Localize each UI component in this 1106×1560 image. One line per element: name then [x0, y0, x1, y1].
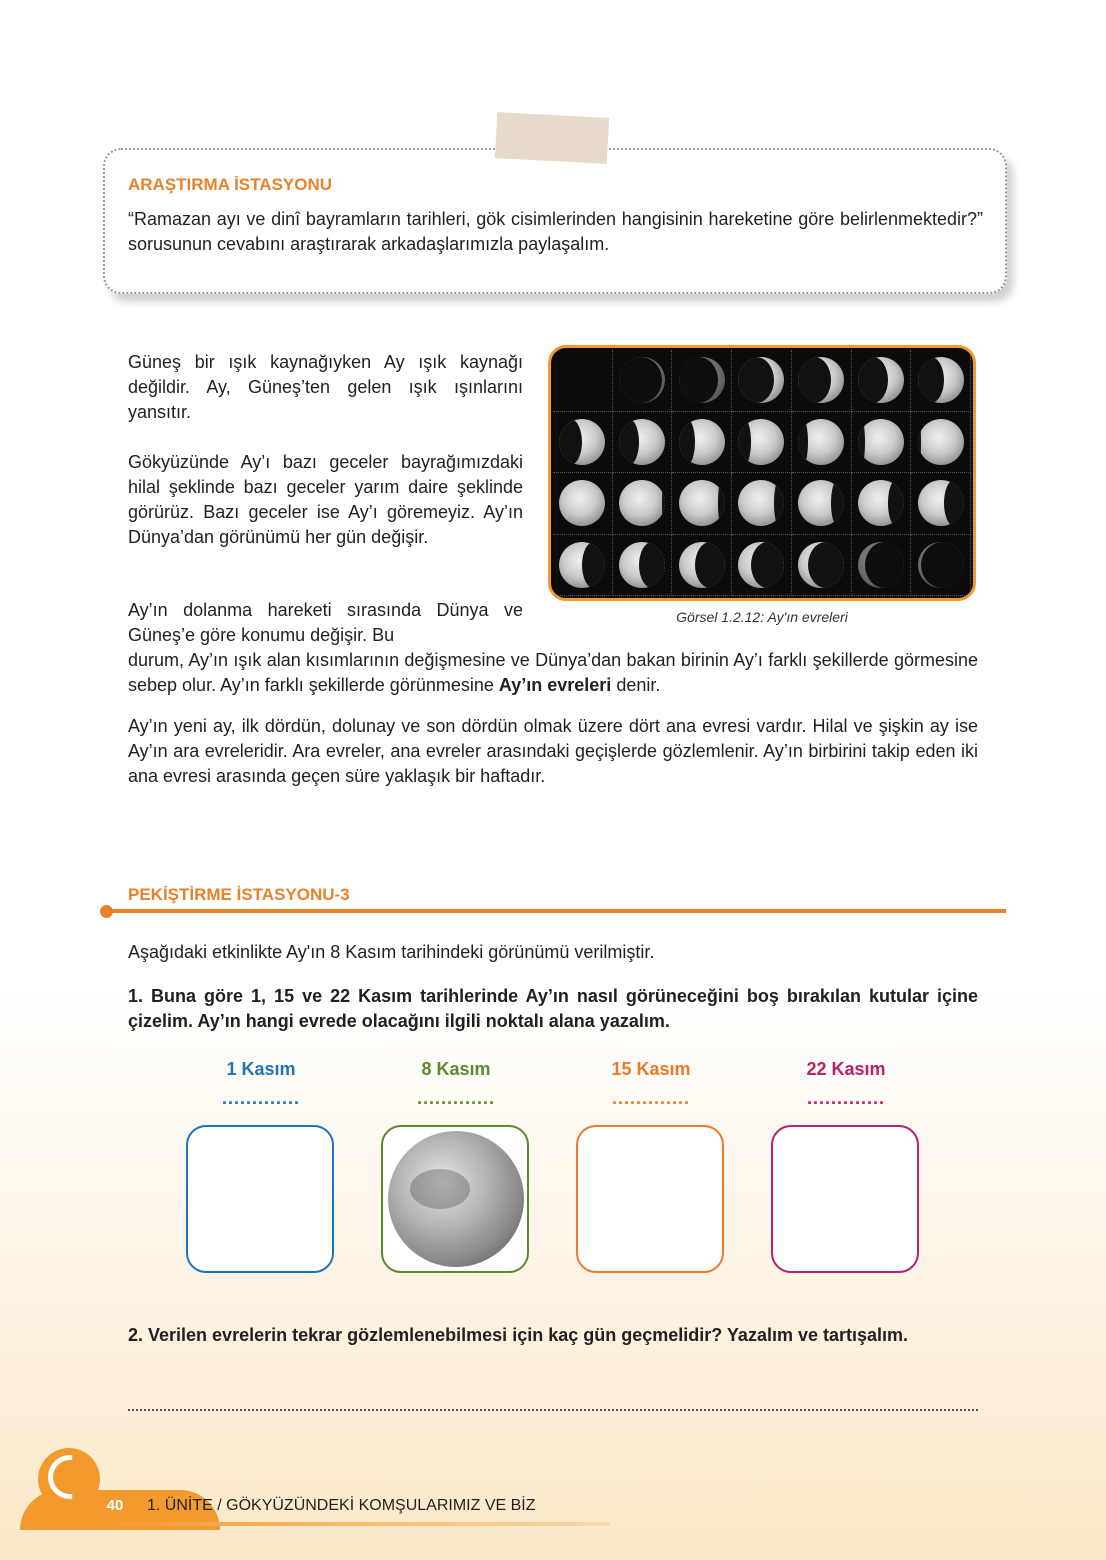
date-label-8: 8 Kasım [421, 1059, 491, 1079]
moon-phase-icon [798, 542, 844, 588]
moon-phase-cell [911, 535, 971, 597]
moon-phase-cell [553, 350, 613, 412]
moon-phase-icon [619, 542, 665, 588]
phase-answer-8[interactable]: ............. [416, 1088, 495, 1108]
paragraph-3-rest: durum, Ay’ın ışık alan kısımlarının değişmesine ve Dünya’dan bakan birinin Ay’ı farklı şekillerde görmesine sebep olur. Ay’ın farklı şekillerde görünmesine Ay’ın evreleri denir. [128, 650, 978, 695]
paragraph-3-start: Ay’ın dolanma hareketi sırasında Dünya ve Güneş’e göre konumu değişir. Bu [128, 600, 523, 645]
moon-phase-icon [798, 480, 844, 526]
exercise-title: PEKİŞTİRME İSTASYONU-3 [128, 885, 350, 904]
moon-phase-cell [613, 350, 673, 412]
moon-phase-icon [918, 480, 964, 526]
answer-line[interactable] [128, 1405, 978, 1411]
moon-phase-icon [738, 542, 784, 588]
moon-phase-cell [732, 350, 792, 412]
moon-phase-icon [619, 419, 665, 465]
moon-phase-icon [559, 480, 605, 526]
paragraph-2: Gökyüzünde Ay’ı bazı geceler bayrağımızdaki hilal şeklinde bazı geceler yarım daire şeklinde görürüz. Bazı geceler ise Ay’ı göremeyiz. Ay’ın Dünya’dan görünümü her gün değişir. [128, 452, 523, 547]
date-label-1: 1 Kasım [226, 1059, 296, 1079]
moon-phase-icon [858, 357, 904, 403]
moon-phase-icon [918, 419, 964, 465]
moon-phase-icon [918, 357, 964, 403]
full-moon-image [388, 1131, 524, 1267]
moon-phase-cell [792, 412, 852, 474]
moon-phase-cell [732, 535, 792, 597]
exercise-intro: Aşağıdaki etkinlikte Ay'ın 8 Kasım tarihindeki görünümü verilmiştir. [128, 942, 655, 962]
moon-phase-cell [911, 473, 971, 535]
moon-phase-grid [553, 350, 971, 596]
moon-phase-cell [852, 473, 912, 535]
moon-phase-icon [738, 480, 784, 526]
moon-phase-cell [792, 535, 852, 597]
paragraph-4: Ay’ın yeni ay, ilk dördün, dolunay ve son dördün olmak üzere dört ana evresi vardır. Hilal ve şişkin ay ise Ay’ın ara evreleridir. Ara evreler, ana evreler arasındaki geçişlerde gözlemlenir. Ay’ın birbirini takip eden iki ana evresi arasında geçen süre yaklaşık bir haftadır. [128, 716, 978, 786]
moon-phase-cell [672, 473, 732, 535]
moon-phase-icon [858, 480, 904, 526]
moon-phase-cell [852, 535, 912, 597]
footer-bar [100, 1522, 610, 1526]
moon-phase-icon [679, 480, 725, 526]
moon-phase-cell [852, 412, 912, 474]
figure-caption: Görsel 1.2.12: Ay'ın evreleri [676, 609, 848, 625]
moon-phase-icon [559, 542, 605, 588]
phase-answer-15[interactable]: ............. [611, 1088, 690, 1108]
moon-phase-cell [553, 535, 613, 597]
moon-phase-cell [672, 535, 732, 597]
divider-dot [100, 905, 113, 918]
moon-phase-cell [911, 350, 971, 412]
moon-phase-cell [613, 412, 673, 474]
moon-phase-icon [679, 542, 725, 588]
research-title: ARAŞTIRMA İSTASYONU [128, 175, 332, 194]
moon-phase-icon [679, 357, 725, 403]
moon-phase-icon [559, 419, 605, 465]
moon-phase-cell [852, 350, 912, 412]
moon-phase-icon [679, 419, 725, 465]
draw-box-15[interactable] [576, 1125, 724, 1273]
moon-phase-cell [553, 412, 613, 474]
moon-phase-icon [738, 357, 784, 403]
moon-phase-cell [672, 350, 732, 412]
moon-phase-cell [792, 473, 852, 535]
moon-phase-icon [798, 357, 844, 403]
moon-phase-icon [619, 480, 665, 526]
unit-title: 1. ÜNİTE / GÖKYÜZÜNDEKİ KOMŞULARIMIZ VE BİZ [147, 1497, 536, 1514]
moon-phase-cell [911, 412, 971, 474]
phases-term: Ay’ın evreleri [498, 675, 612, 695]
moon-phase-icon [858, 419, 904, 465]
phase-answer-22[interactable]: ............. [806, 1088, 885, 1108]
phase-answer-1[interactable]: ............. [221, 1088, 300, 1108]
moon-phase-cell [613, 535, 673, 597]
moon-phase-icon [738, 419, 784, 465]
draw-box-22[interactable] [771, 1125, 919, 1273]
question-1: 1. Buna göre 1, 15 ve 22 Kasım tarihlerinde Ay’ın nasıl görüneceğini boş bırakılan kutular içine çizelim. Ay’ın hangi evrede olacağını ilgili noktalı alana yazalım. [128, 986, 978, 1031]
moon-phase-cell [672, 412, 732, 474]
moon-phases-image [548, 345, 976, 601]
moon-phase-cell [613, 473, 673, 535]
date-label-22: 22 Kasım [806, 1059, 886, 1079]
moon-phase-icon [798, 419, 844, 465]
question-2: 2. Verilen evrelerin tekrar gözlemlenebilmesi için kaç gün geçmelidir? Yazalım ve tartışalım. [128, 1325, 909, 1345]
moon-phase-cell [553, 473, 613, 535]
moon-phase-cell [732, 473, 792, 535]
exercise-divider [108, 909, 1006, 913]
page-number: 40 [100, 1491, 130, 1521]
paragraph-1: Güneş bir ışık kaynağıyken Ay ışık kaynağı değildir. Ay, Güneş’ten gelen ışık ışınlarını yansıtır. [128, 352, 523, 422]
date-label-15: 15 Kasım [611, 1059, 691, 1079]
moon-phase-icon [918, 542, 964, 588]
moon-phase-cell [732, 412, 792, 474]
draw-box-1[interactable] [186, 1125, 334, 1273]
moon-phase-icon [619, 357, 665, 403]
moon-phase-cell [792, 350, 852, 412]
research-text: “Ramazan ayı ve dinî bayramların tarihleri, gök cisimlerinden hangisinin hareketine göre belirlenmektedir?” sorusunun cevabını araştırarak arkadaşlarımızla paylaşalım. [128, 209, 983, 254]
moon-phase-icon [858, 542, 904, 588]
tape-decoration [495, 112, 609, 164]
